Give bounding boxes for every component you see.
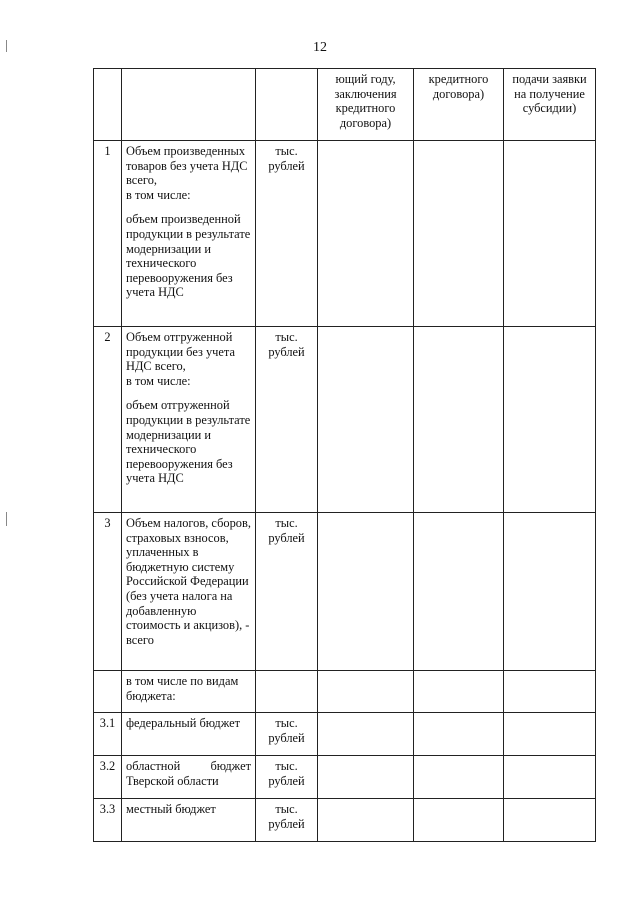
indicator-name: в том числе по видам бюджета: <box>122 671 256 713</box>
indicator-name: местный бюджет <box>122 799 256 842</box>
scan-mark <box>6 40 7 52</box>
row-number: 3 <box>94 513 122 671</box>
value-cell <box>318 513 414 671</box>
value-cell <box>318 799 414 842</box>
indicator-name-word: областной <box>126 759 181 773</box>
value-cell <box>414 756 504 799</box>
value-cell <box>504 141 596 327</box>
table-row <box>94 713 596 756</box>
value-cell <box>318 713 414 756</box>
value-cell <box>318 756 414 799</box>
value-cell <box>504 713 596 756</box>
value-cell <box>414 799 504 842</box>
table-row <box>94 141 596 327</box>
indicators-table <box>93 68 596 842</box>
indicator-name: Объем налогов, сборов, страховых взносов, уплаченных в бюджетную систему Российской Федерации (без учета налога на добавленную стоимость и акцизов), - всего <box>122 513 256 671</box>
indicator-name-line: в том числе: <box>126 373 191 388</box>
unit-cell: тыс. рублей <box>256 799 318 842</box>
indicator-name <box>122 756 256 799</box>
indicator-name <box>122 141 256 327</box>
table-row <box>94 799 596 842</box>
value-cell <box>414 141 504 327</box>
table-row <box>94 756 596 799</box>
indicator-subitem: объем произведенной продукции в результате модернизации и технического перевооружения без учета НДС <box>126 212 251 300</box>
indicator-name-line: Объем отгруженной продукции без учета НДС всего, <box>126 330 235 374</box>
unit-cell: тыс. рублей <box>256 327 318 513</box>
row-number: 2 <box>94 327 122 513</box>
table-header-row <box>94 69 596 141</box>
table-row <box>94 327 596 513</box>
indicator-name <box>122 327 256 513</box>
unit-cell: тыс. рублей <box>256 756 318 799</box>
value-cell <box>504 513 596 671</box>
unit-cell <box>256 671 318 713</box>
indicator-name-line: Тверской области <box>126 773 219 788</box>
indicator-name-word: бюджет <box>210 759 251 773</box>
indicator-name-line: Объем произведенных товаров без учета НДС всего, <box>126 144 248 188</box>
value-cell <box>318 327 414 513</box>
page-number: 12 <box>313 40 327 55</box>
value-cell <box>414 671 504 713</box>
row-number: 3.2 <box>94 756 122 799</box>
row-number: 1 <box>94 141 122 327</box>
value-cell <box>504 799 596 842</box>
value-cell <box>318 141 414 327</box>
unit-cell: тыс. рублей <box>256 513 318 671</box>
indicator-name: федеральный бюджет <box>122 713 256 756</box>
unit-cell: тыс. рублей <box>256 713 318 756</box>
value-cell <box>318 671 414 713</box>
value-cell <box>504 756 596 799</box>
header-cell-indicator <box>122 69 256 141</box>
header-cell-col6: подачи заявки на получение субсидии) <box>504 69 596 141</box>
value-cell <box>504 671 596 713</box>
value-cell <box>414 713 504 756</box>
scan-mark <box>6 512 7 526</box>
value-cell <box>414 327 504 513</box>
row-number: 3.3 <box>94 799 122 842</box>
header-cell-col5: кредитного договора) <box>414 69 504 141</box>
row-number: 3.1 <box>94 713 122 756</box>
header-cell-num <box>94 69 122 141</box>
indicator-name-line: в том числе: <box>126 187 191 202</box>
table-row <box>94 513 596 671</box>
indicator-subitem: объем отгруженной продукции в результате модернизации и технического перевооружения без учета НДС <box>126 398 251 486</box>
header-cell-unit <box>256 69 318 141</box>
value-cell <box>414 513 504 671</box>
value-cell <box>504 327 596 513</box>
table-row <box>94 671 596 713</box>
row-number <box>94 671 122 713</box>
unit-cell: тыс. рублей <box>256 141 318 327</box>
header-cell-col4: ющий году, заключения кредитного договора) <box>318 69 414 141</box>
